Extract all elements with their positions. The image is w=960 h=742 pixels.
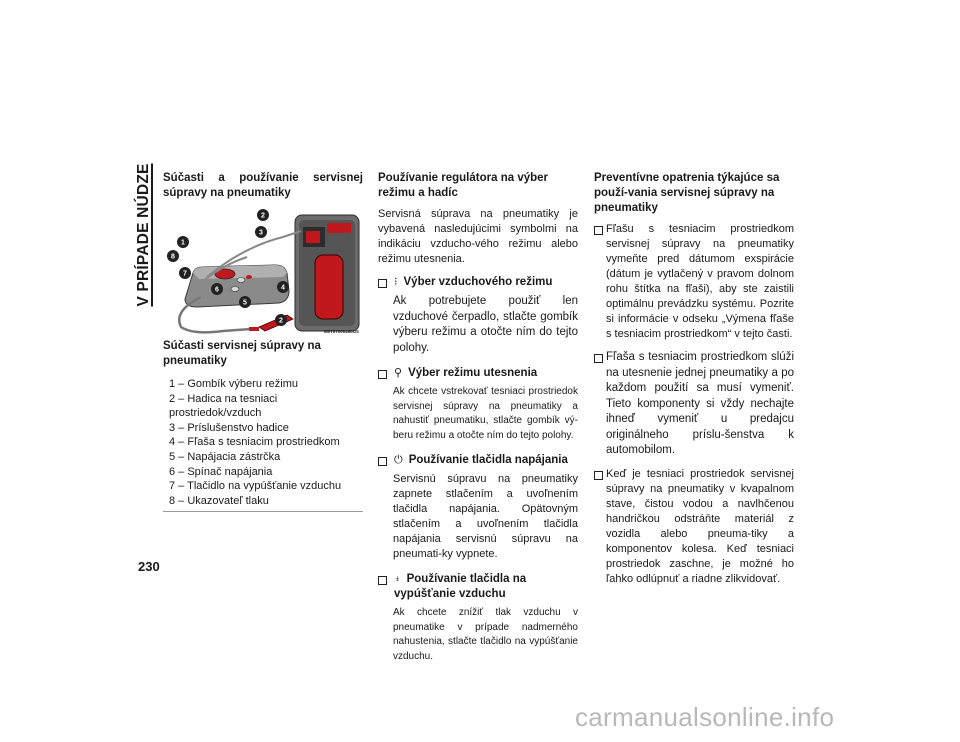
figure-code: M0707000160US bbox=[323, 329, 359, 334]
checkbox-square-icon bbox=[378, 457, 387, 466]
legend-item: 1 – Gombík výberu režimu bbox=[169, 378, 298, 390]
deflate-icon: ⍖ bbox=[394, 573, 401, 585]
callout-1: 1 bbox=[181, 239, 185, 247]
legend-item: 4 – Fľaša s tesniacim prostriedkom bbox=[169, 436, 340, 449]
item-body-sealant-mode: Ak chcete vstrekovať tesniaci prostriedok servisnej súpravy na pneumatiky a nahustiť pneumatiku, stlačte gombík vý-beru režimu a otočte ním do tejto polohy. bbox=[393, 386, 578, 441]
checkbox-square-icon bbox=[594, 471, 603, 480]
precaution-item bbox=[594, 350, 794, 459]
callout-8: 8 bbox=[171, 253, 175, 261]
precaution-text: Keď je tesniaci prostriedok servisnej súpravy na pneumatiky v kvapalnom stave, čistou vodou a navlhčenou handričkou odstráňte materiál z vozidla alebo pneuma-tiky a komponentov kolesa. Keď tesniaci prostriedok zaschne, je možné ho ľahko odlúpnuť a riadne zlikvidovať. bbox=[606, 467, 794, 585]
callout-2-top: 2 bbox=[261, 212, 265, 220]
section-heading-components: Súčasti a používanie servisnej súpravy na pneumatiky bbox=[163, 172, 363, 199]
legend-item: 5 – Napájacia zástrčka bbox=[169, 450, 281, 463]
item-air-mode bbox=[378, 275, 578, 356]
checkbox-square-icon bbox=[594, 354, 603, 363]
column-2 bbox=[378, 171, 578, 674]
item-body-power-button: Servisnú súpravu na pneumatiky zapnete stlačením a uvoľnením tlačidla napájania. Opätovným stlačením a uvoľnením tlačidla napájania servisnú súpravu na pneumati-ky vypnete. bbox=[393, 473, 578, 560]
item-deflate-button bbox=[378, 572, 578, 664]
callout-2-bottom: 2 bbox=[279, 317, 283, 325]
checkbox-square-icon bbox=[378, 576, 387, 585]
column-3 bbox=[594, 171, 794, 595]
section-heading-mode-selector: Používanie regulátora na výber režimu a hadíc bbox=[378, 172, 549, 199]
legend-item: 6 – Spínač napájania bbox=[169, 465, 273, 478]
callout-4: 4 bbox=[281, 284, 285, 292]
item-sealant-mode bbox=[378, 366, 578, 443]
power-icon: ⏻ bbox=[394, 454, 403, 466]
item-body-deflate-button: Ak chcete znížiť tlak vzduchu v pneumatike v prípade nadmerného nahustenia, stlačte tlačidlo na vypúšťanie vzduchu. bbox=[393, 607, 578, 662]
legend-item: 2 – Hadica na tesniaci prostriedok/vzduch bbox=[169, 392, 278, 420]
air-mode-icon: ⁝ bbox=[394, 276, 398, 288]
component-legend bbox=[163, 377, 363, 508]
callout-5: 5 bbox=[243, 299, 247, 307]
callout-3: 3 bbox=[259, 229, 263, 237]
legend-item: 7 – Tlačidlo na vypúšťanie vzduchu bbox=[169, 480, 342, 493]
precaution-text: Fľašu s tesniacim prostriedkom servisnej súpravy na pneumatiky vymeňte pred dátumom exspirácie (dátum je vytlačený v pravom dolnom rohu štítka na fľaši), aby ste zaistili optimálnu prevádzku systému. Pozrite si informácie v odseku „Výmena fľaše s tesniacim prostriedkom“ v tejto časti. bbox=[606, 223, 794, 340]
item-title-sealant-mode: Výber režimu utesnenia bbox=[408, 367, 538, 379]
figure-caption: Súčasti servisnej súpravy na pneumatiky bbox=[163, 340, 321, 367]
watermark: carmanualsonline.info bbox=[575, 702, 835, 732]
item-title-power-button: Používanie tlačidla napájania bbox=[408, 454, 568, 466]
item-power-button bbox=[378, 453, 578, 562]
precaution-item bbox=[594, 222, 794, 342]
callout-6: 6 bbox=[215, 286, 219, 294]
kit-drawing bbox=[163, 207, 363, 335]
page-number: 230 bbox=[138, 559, 160, 574]
checkbox-square-icon bbox=[378, 279, 387, 288]
checkbox-square-icon bbox=[378, 370, 387, 379]
precaution-item bbox=[594, 467, 794, 587]
item-title-deflate-button: Používanie tlačidla na vypúšťanie vzduchu bbox=[394, 573, 527, 600]
legend-item: 8 – Ukazovateľ tlaku bbox=[169, 494, 269, 507]
checkbox-square-icon bbox=[594, 226, 603, 235]
section-tab-label: V PRÍPADE NÚDZE bbox=[135, 163, 152, 307]
section-heading-precautions: Preventívne opatrenia týkajúce sa použí-vania servisnej súpravy na pneumatiky bbox=[594, 172, 780, 214]
sealant-mode-icon: ⚲ bbox=[394, 367, 403, 379]
legend-item: 3 – Príslušenstvo hadice bbox=[169, 421, 289, 434]
column-1 bbox=[163, 171, 363, 512]
item-title-air-mode: Výber vzduchového režimu bbox=[403, 276, 553, 288]
intro-paragraph: Servisná súprava na pneumatiky je vybavená nasledujúcimi symbolmi na indikáciu vzducho-vého režimu alebo režimu utesnenia. bbox=[378, 208, 578, 265]
item-body-air-mode: Ak potrebujete použiť len vzduchové čerpadlo, stlačte gombík výberu režimu a otočte ním do tejto polohy. bbox=[393, 295, 578, 354]
precaution-text: Fľaša s tesniacim prostriedkom slúži na utesnenie jednej pneumatiky a po každom použití sa musí vymeniť. Tieto komponenty si vždy nechajte ihneď vymeniť u predajcu originálneho príslu-šenstva k automobilom. bbox=[606, 351, 794, 456]
section-tab bbox=[130, 160, 158, 310]
callout-7: 7 bbox=[183, 270, 187, 278]
kit-illustration bbox=[163, 207, 363, 335]
legend-divider bbox=[163, 511, 363, 512]
